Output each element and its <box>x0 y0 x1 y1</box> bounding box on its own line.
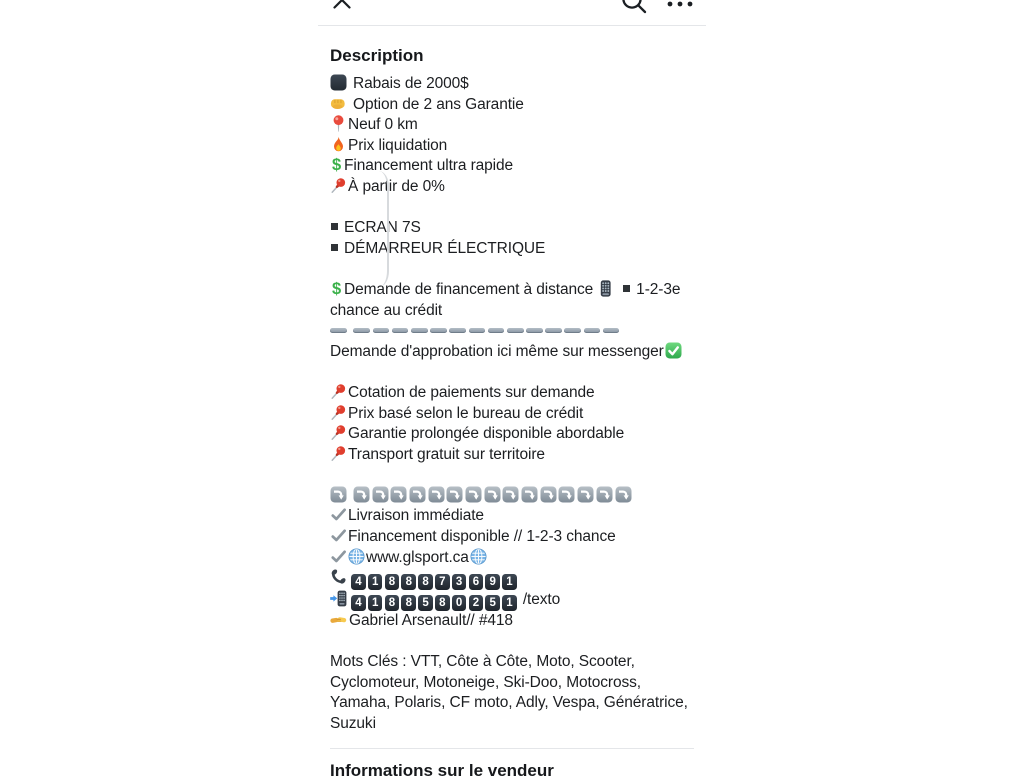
keycap-digit: 5 <box>418 595 433 611</box>
dollar-sign-icon <box>330 156 343 173</box>
check-line-financement <box>330 527 694 548</box>
minus-dash-icon <box>603 328 620 334</box>
financing-text: Demande de financement à distance <box>344 280 594 298</box>
financing-text: 1-2-3e chance au crédit <box>330 280 681 319</box>
keywords-paragraph: Mots Clés : VTT, Côte à Côte, Moto, Scooter, Cyclomoteur, Motoneige, Ski-Doo, Motocross, Yamaha, Polaris, CF moto, Adly, Vespa, Génératrice, Suzuki <box>330 653 688 732</box>
agent-name: Gabriel Arsenault// #418 <box>349 611 513 629</box>
grey-check-mark-icon <box>330 506 347 523</box>
check-text: Livraison immédiate <box>348 507 484 525</box>
small-square-bullet-icon <box>623 285 630 292</box>
fire-icon <box>330 136 347 153</box>
grey-check-mark-icon <box>330 548 347 565</box>
keycap-digit: 2 <box>469 595 484 611</box>
minus-dash-icon <box>526 328 543 334</box>
keypad-phone-icon <box>597 280 614 297</box>
listing-detail-panel <box>318 0 706 781</box>
dash-separator-row <box>330 321 694 342</box>
minus-dash-icon <box>353 328 370 334</box>
arrow-curving-down-icon <box>521 486 538 503</box>
phone-with-arrow-icon <box>330 590 347 607</box>
promo-text: À partir de 0% <box>348 177 445 195</box>
toolbar-divider <box>318 25 706 26</box>
promo-line-option <box>330 95 694 116</box>
minus-dash-icon <box>330 328 347 334</box>
green-check-box-icon <box>665 342 682 359</box>
keycap-digit: 5 <box>485 595 500 611</box>
keycap-digit: 3 <box>452 574 467 590</box>
keycap-digit: 4 <box>351 574 366 590</box>
grey-check-mark-icon <box>330 527 347 544</box>
arrow-curving-down-icon <box>540 486 557 503</box>
keycap-digit: 1 <box>502 574 517 590</box>
small-square-bullet-icon <box>331 244 338 251</box>
approbation-line <box>330 342 694 363</box>
search-icon <box>620 0 648 15</box>
seller-info-heading: Informations sur le vendeur <box>330 761 554 781</box>
pin-line-prix-base <box>330 404 694 425</box>
arrow-curving-down-icon <box>409 486 426 503</box>
scroll-indicator[interactable] <box>377 171 389 287</box>
description-section <box>318 46 706 781</box>
pin-text: Transport gratuit sur territoire <box>348 445 545 463</box>
keycap-digit: 6 <box>469 574 484 590</box>
three-dots-icon <box>666 0 694 8</box>
keycap-digit: 4 <box>351 595 366 611</box>
spacer <box>330 631 694 652</box>
close-icon <box>331 0 353 11</box>
arrow-curving-down-icon <box>615 486 632 503</box>
pushpin-icon <box>330 424 347 441</box>
pushpin-icon <box>330 445 347 462</box>
phone1-keycaps <box>350 569 518 586</box>
keycap-digit: 0 <box>452 595 467 611</box>
arrow-curving-down-icon <box>372 486 389 503</box>
arrow-curving-down-icon <box>428 486 445 503</box>
search-button[interactable] <box>620 0 648 15</box>
top-toolbar <box>318 0 706 25</box>
minus-dash-icon <box>584 328 601 334</box>
description-heading: Description <box>330 46 424 65</box>
more-options-button[interactable] <box>666 0 694 4</box>
keycap-digit: 8 <box>401 574 416 590</box>
keycap-digit: 1 <box>502 595 517 611</box>
minus-dash-icon <box>373 328 390 334</box>
pin-line-cotation <box>330 383 694 404</box>
minus-dash-icon <box>564 328 581 334</box>
feature-text: ECRAN 7S <box>344 219 421 237</box>
fist-icon <box>330 95 347 112</box>
spacer <box>330 465 694 486</box>
keycap-digit: 8 <box>385 595 400 611</box>
minus-dash-icon <box>507 328 524 334</box>
arrow-curving-down-icon <box>446 486 463 503</box>
minus-dash-icon <box>488 328 505 334</box>
black-square-icon <box>330 74 347 91</box>
phone-line-call <box>330 568 694 589</box>
website-text: www.glsport.ca <box>366 548 469 566</box>
keycap-digit: 1 <box>368 595 383 611</box>
keycap-digit: 8 <box>385 574 400 590</box>
section-divider <box>330 748 694 749</box>
pin-text: Cotation de paiements sur demande <box>348 383 595 401</box>
arrow-curving-down-icon <box>596 486 613 503</box>
pushpin-icon <box>330 383 347 400</box>
pin-line-transport <box>330 445 694 466</box>
promo-line-prix <box>330 136 694 157</box>
promo-line-neuf <box>330 115 694 136</box>
pin-text: Garantie prolongée disponible abordable <box>348 425 625 443</box>
close-button[interactable] <box>331 0 353 11</box>
keycap-digit: 9 <box>485 574 500 590</box>
keycap-digit: 8 <box>401 595 416 611</box>
keycap-digit: 8 <box>435 595 450 611</box>
arrow-row <box>330 486 694 507</box>
handshake-icon <box>330 611 347 628</box>
texto-suffix: /texto <box>522 590 561 608</box>
arrow-curving-down-icon <box>353 486 370 503</box>
minus-dash-icon <box>392 328 409 334</box>
arrow-curving-down-icon <box>330 486 347 503</box>
pushpin-icon <box>330 404 347 421</box>
globe-icon <box>470 548 487 565</box>
minus-dash-icon <box>545 328 562 334</box>
pin-line-garantie <box>330 424 694 445</box>
promo-line-rabais <box>330 74 694 95</box>
phone2-keycaps <box>350 591 518 608</box>
financing-request-line <box>330 280 694 321</box>
small-square-bullet-icon <box>331 223 338 230</box>
feature-text: DÉMARREUR ÉLECTRIQUE <box>344 239 546 257</box>
telephone-receiver-icon <box>330 568 347 585</box>
minus-dash-icon <box>469 328 486 334</box>
arrow-curving-down-icon <box>484 486 501 503</box>
arrow-curving-down-icon <box>577 486 594 503</box>
keycap-digit: 7 <box>435 574 450 590</box>
promo-text: Prix liquidation <box>348 136 448 154</box>
pushpin-icon <box>330 177 347 194</box>
arrow-curving-down-icon <box>502 486 519 503</box>
promo-text: Financement ultra rapide <box>344 157 514 175</box>
check-line-livraison <box>330 506 694 527</box>
pin-text: Prix basé selon le bureau de crédit <box>348 404 584 422</box>
phone-line-text <box>330 590 694 611</box>
minus-dash-icon <box>411 328 428 334</box>
promo-text: Option de 2 ans Garantie <box>353 95 524 113</box>
check-text: Financement disponible // 1-2-3 chance <box>348 528 616 546</box>
spacer <box>330 362 694 383</box>
promo-text: Rabais de 2000$ <box>353 75 469 92</box>
promo-text: Neuf 0 km <box>348 116 418 134</box>
globe-icon <box>348 548 365 565</box>
check-line-website <box>330 548 694 569</box>
arrow-curving-down-icon <box>390 486 407 503</box>
minus-dash-icon <box>430 328 447 334</box>
minus-dash-icon <box>449 328 466 334</box>
keycap-digit: 8 <box>418 574 433 590</box>
approbation-text: Demande d'approbation ici même sur messenger <box>330 342 664 360</box>
arrow-curving-down-icon <box>558 486 575 503</box>
dollar-sign-icon <box>330 280 343 297</box>
round-pushpin-icon <box>330 115 347 132</box>
arrow-curving-down-icon <box>465 486 482 503</box>
keycap-digit: 1 <box>368 574 383 590</box>
agent-line <box>330 611 694 632</box>
